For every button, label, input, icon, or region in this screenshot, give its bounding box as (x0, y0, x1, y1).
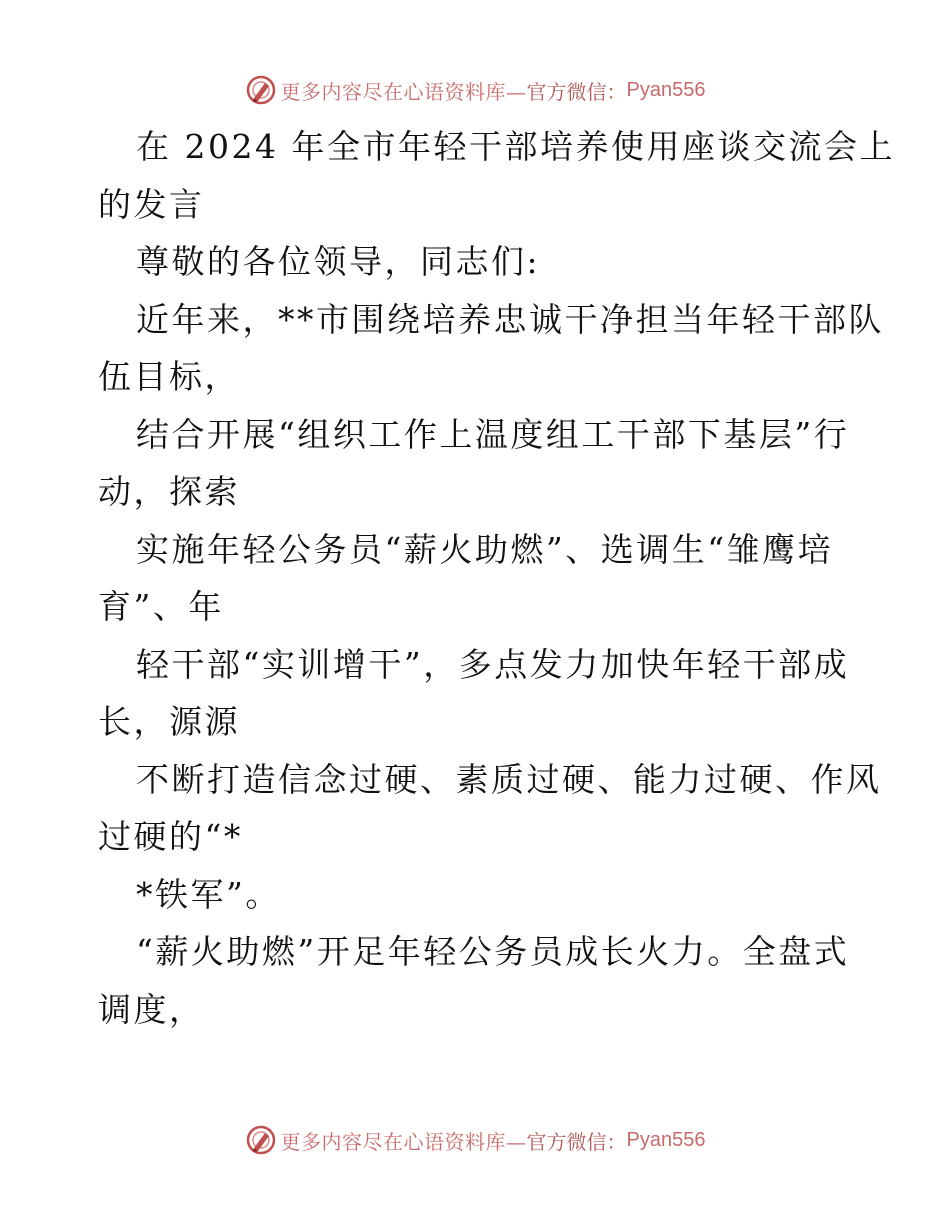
watermark-text: 更多内容尽在心语资料库— (280, 79, 527, 104)
salutation: 尊敬的各位领导，同志们: (136, 242, 541, 281)
watermark-wechat-label: 官方微信： (526, 1129, 627, 1154)
paragraph-line: 轻干部“实训增干”，多点发力加快年轻干部成 (136, 644, 850, 684)
paragraph-line: 近年来，**市围绕培养忠诚干净担当年轻干部队 (136, 299, 884, 339)
watermark-text: 更多内容尽在心语资料库— (280, 1129, 527, 1154)
paragraph-line: 调度， (98, 989, 205, 1029)
watermark-wechat-id: Pyan556 (626, 78, 706, 101)
header-watermark (0, 70, 950, 110)
paragraph-line: 实施年轻公务员“薪火助燃”、选调生“雏鹰培 (136, 529, 834, 569)
paragraph-line: 育”、年 (98, 587, 224, 626)
paragraph-line: “薪火助燃”开足年轻公务员成长火力。全盘式 (136, 932, 850, 971)
paragraph-line: 伍目标， (98, 357, 240, 396)
paragraph-line: 动，探索 (98, 472, 240, 511)
title-line-2: 的发言 (98, 184, 205, 224)
pen-nib-logo-icon (245, 1124, 277, 1156)
paragraph-line: 长，源源 (98, 702, 240, 741)
watermark-wechat-label: 官方微信： (526, 79, 627, 104)
paragraph-line: 结合开展“组织工作上温度组工干部下基层”行 (136, 414, 850, 454)
footer-watermark (0, 1120, 950, 1160)
title-line-1: 在 2024 年全市年轻干部培养使用座谈交流会上 (136, 127, 895, 166)
paragraph-line: 过硬的“* (98, 817, 243, 856)
paragraph-line: 不断打造信念过硬、素质过硬、能力过硬、作风 (136, 759, 882, 799)
document-body (98, 118, 895, 1038)
watermark-wechat-id: Pyan556 (626, 1128, 706, 1151)
pen-nib-logo-icon (245, 74, 277, 106)
paragraph-line: *铁军”。 (136, 874, 281, 914)
